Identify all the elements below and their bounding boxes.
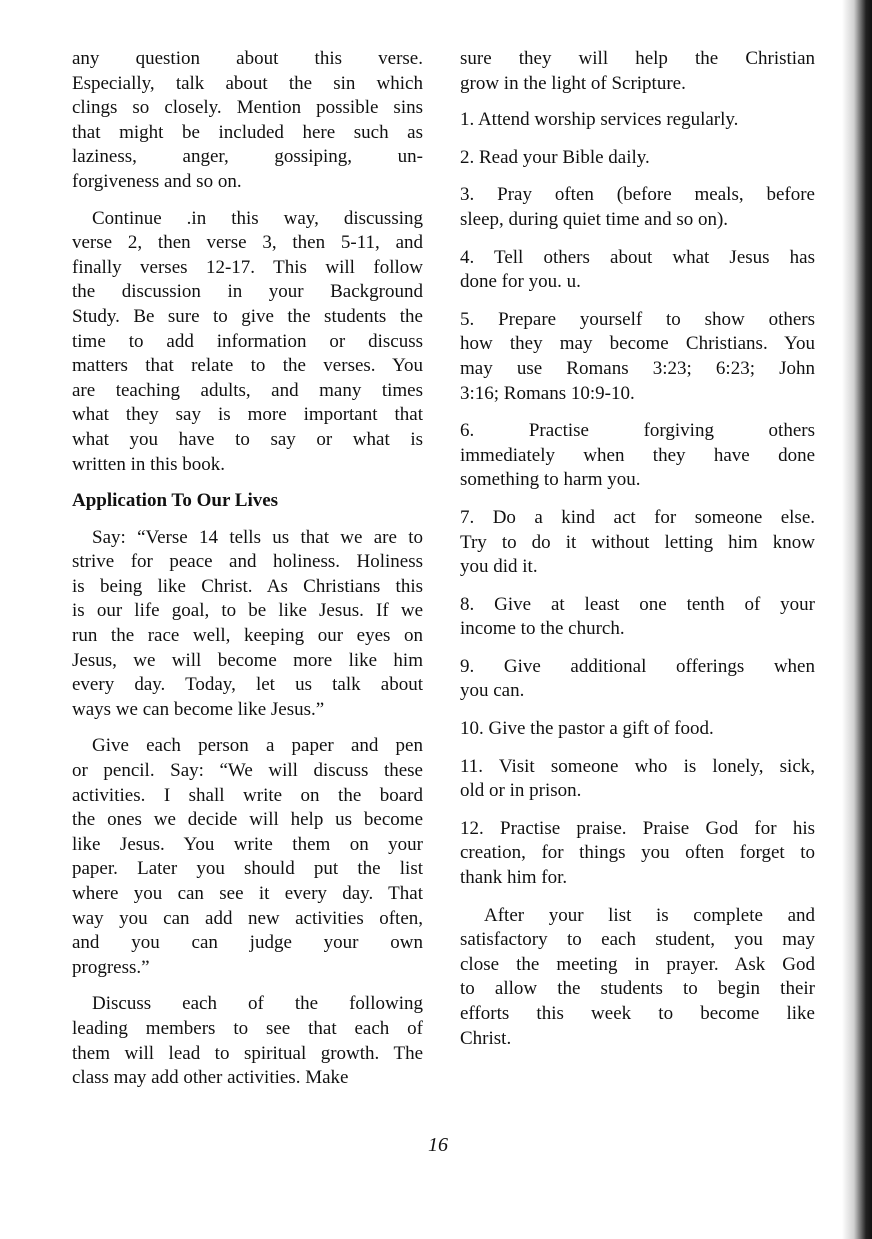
text-line: 7. Do a kind act for someone else. xyxy=(460,506,815,528)
text-line: 1. Attend worship services regularly. xyxy=(460,109,739,131)
text-line: 12. Practise praise. Praise God for his xyxy=(460,817,815,839)
section-heading xyxy=(72,489,423,514)
text-line: matters that relate to the verses. You xyxy=(72,355,423,377)
text-line: are teaching adults, and many times xyxy=(72,379,423,401)
text-line: any question about this verse. xyxy=(72,48,423,69)
paragraph xyxy=(72,207,423,478)
text-line: that might be included here such as xyxy=(72,121,423,143)
text-line: every day. Today, let us talk about xyxy=(72,674,423,696)
text-line: Christ. xyxy=(460,1027,512,1049)
text-line: laziness, anger, gossiping, un- xyxy=(72,146,423,168)
text-line: Discuss each of the following xyxy=(92,993,423,1015)
text-line: to allow the students to begin their xyxy=(460,978,815,1000)
list-item xyxy=(460,817,815,891)
text-line: income to the church. xyxy=(460,618,625,640)
text-line: forgiveness and so on. xyxy=(72,170,242,192)
text-line: strive for peace and holiness. Holiness xyxy=(72,551,423,573)
text-line: Study. Be sure to give the students the xyxy=(72,305,423,327)
list-item xyxy=(460,717,815,742)
text-line: you did it. xyxy=(460,556,538,578)
text-line: is our life goal, to be like Jesus. If we xyxy=(72,600,423,622)
text-line: creation, for things you often forget to xyxy=(460,842,815,864)
text-line: Continue .in this way, discussing xyxy=(92,207,423,229)
text-line: activities. I shall write on the board xyxy=(72,784,423,806)
text-line: 5. Prepare yourself to show others xyxy=(460,308,815,330)
text-line: close the meeting in prayer. Ask God xyxy=(460,953,815,975)
text-line: 9. Give additional offerings when xyxy=(460,655,815,677)
list-item xyxy=(460,655,815,704)
list-item xyxy=(460,593,815,642)
text-line: clings so closely. Mention possible sins xyxy=(72,97,423,119)
page-number: 16 xyxy=(428,1134,448,1156)
text-line: Give each person a paper and pen xyxy=(92,735,423,757)
text-line: way you can add new activities often, xyxy=(72,907,423,929)
list-item xyxy=(460,183,815,232)
paragraph xyxy=(460,904,815,1052)
text-line: leading members to see that each of xyxy=(72,1017,423,1039)
text-line: finally verses 12-17. This will follow xyxy=(72,256,423,278)
text-line: satisfactory to each student, you may xyxy=(460,929,815,951)
list-item xyxy=(460,506,815,580)
list-item xyxy=(460,146,815,171)
text-line: paper. Later you should put the list xyxy=(72,858,423,880)
paragraph xyxy=(72,47,423,195)
text-line: what they say is more important that xyxy=(72,404,423,426)
text-line: run the race well, keeping our eyes on xyxy=(72,625,423,647)
text-line: class may add other activities. Make xyxy=(72,1067,349,1089)
text-line: grow in the light of Scripture. xyxy=(460,72,686,94)
right-column xyxy=(460,47,815,1063)
text-line: 10. Give the pastor a gift of food. xyxy=(460,718,714,740)
text-line: may use Romans 3:23; 6:23; John xyxy=(460,357,815,379)
text-line: Application To Our Lives xyxy=(72,490,279,512)
text-line: is being like Christ. As Christians this xyxy=(72,575,423,597)
text-line: done for you. u. xyxy=(460,271,581,293)
paragraph xyxy=(72,734,423,980)
text-line: 4. Tell others about what Jesus has xyxy=(460,246,815,268)
text-line: 6. Practise forgiving others xyxy=(460,420,815,442)
text-line: written in this book. xyxy=(72,453,226,475)
paragraph xyxy=(72,526,423,723)
paragraph xyxy=(72,992,423,1090)
list-item xyxy=(460,246,815,295)
list-item xyxy=(460,419,815,493)
text-line: sure they will help the Christian xyxy=(460,48,815,69)
text-line: the discussion in your Background xyxy=(72,281,423,303)
text-line: efforts this week to become like xyxy=(460,1003,815,1024)
text-line: After your list is complete and xyxy=(484,904,815,926)
text-line: the ones we decide will help us become xyxy=(72,809,423,831)
paragraph xyxy=(460,47,815,96)
text-line: old or in prison. xyxy=(460,780,582,802)
list-item xyxy=(460,308,815,406)
scan-edge-shadow xyxy=(842,0,872,1239)
text-line: thank him for. xyxy=(460,867,568,889)
text-line: Try to do it without letting him know xyxy=(460,531,815,553)
text-line: time to add information or discuss xyxy=(72,330,423,352)
text-line: you can. xyxy=(460,680,525,702)
text-line: 11. Visit someone who is lonely, sick, xyxy=(460,755,815,777)
text-line: how they may become Christians. You xyxy=(460,333,815,355)
text-line: 3. Pray often (before meals, before xyxy=(460,184,815,206)
text-line: something to harm you. xyxy=(460,469,641,491)
text-line: where you can see it every day. That xyxy=(72,883,423,904)
text-line: Say: “Verse 14 tells us that we are to xyxy=(92,526,423,548)
text-line: ways we can become like Jesus.” xyxy=(72,698,325,720)
list-item xyxy=(460,108,815,133)
text-line: immediately when they have done xyxy=(460,444,815,466)
text-line: like Jesus. You write them on your xyxy=(72,833,423,855)
text-line: 2. Read your Bible daily. xyxy=(460,146,650,168)
text-line: progress.” xyxy=(72,956,150,978)
text-line: 8. Give at least one tenth of your xyxy=(460,593,815,615)
text-line: what you have to say or what is xyxy=(72,428,423,450)
text-line: them will lead to spiritual growth. The xyxy=(72,1042,423,1064)
text-line: 3:16; Romans 10:9-10. xyxy=(460,382,635,404)
text-line: Jesus, we will become more like him xyxy=(72,649,423,671)
text-line: and you can judge your own xyxy=(72,932,423,954)
left-column xyxy=(72,47,423,1103)
text-line: sleep, during quiet time and so on). xyxy=(460,208,729,230)
list-item xyxy=(460,755,815,804)
text-line: or pencil. Say: “We will discuss these xyxy=(72,760,423,782)
text-line: Especially, talk about the sin which xyxy=(72,72,423,94)
text-line: verse 2, then verse 3, then 5-11, and xyxy=(72,232,423,254)
